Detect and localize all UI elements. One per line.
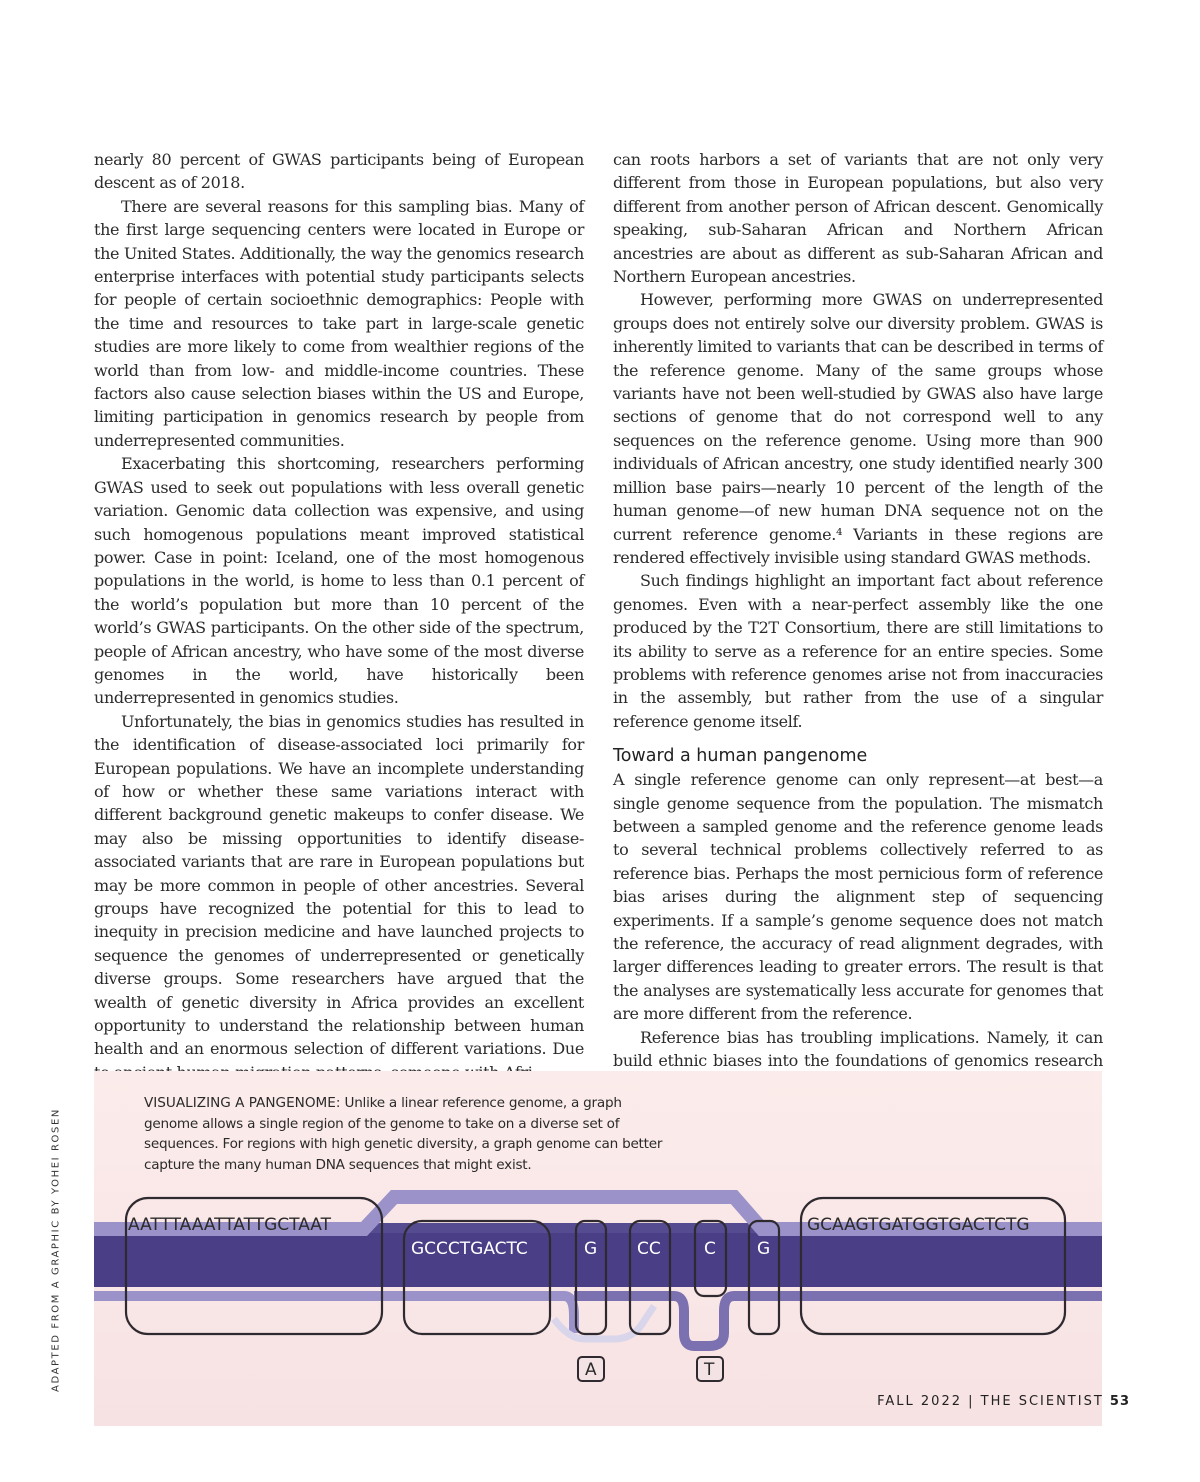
caption-heading: VISUALIZING A PANGENOME: <box>144 1095 341 1111</box>
paragraph: can roots harbors a set of variants that are not only very different from those in European populations, but also very different from another person of African descent. Genomically speaking, sub-Saharan African and Northern African ancestries are about as different as sub-Saharan African and Northern European ancestries. <box>613 150 1103 287</box>
node-right-label: GCAAGTGATGGTGACTCTG <box>807 1215 1030 1235</box>
paragraph: Such findings highlight an important fact about reference genomes. Even with a near-perfect assembly like the one produced by the T2T Consortium, there are still limitations to its ability to serve as a reference for an entire species. Some problems with reference genomes arise not from inaccuracies in the assembly, but rather from the use of a singular reference genome itself. <box>613 571 1103 731</box>
node-c-label: C <box>704 1239 716 1259</box>
issue-label: FALL 2022 | THE SCIENTIST <box>877 1394 1104 1409</box>
lower-path <box>94 1296 574 1333</box>
paragraph: Unfortunately, the bias in genomics studies has resulted in the identification of disease-associated loci primarily for European populations. We have an incomplete understanding of how or whether these same variations interact with different background genetic makeups to confer disease. We may also be missing opportunities to identify disease-associated variants that are rare in European populations but may be more common in people of other ancestries. Several groups have recognized the potential for this to lead to inequity in precision medicine and have launched projects to sequence the genomes of underrepresented or genetically diverse groups. Some researchers have argued that the wealth of genetic diversity in Africa provides an excellent opportunity to understand the relationship between human health and an enormous selection of different variations. Due <box>94 711 584 1059</box>
node-g2-label: G <box>757 1239 771 1259</box>
paragraph: Reference bias has troubling implications. Namely, it can build ethnic biases into the foundations of genomics research <box>613 1027 1103 1071</box>
node-alt-t-label: T <box>704 1360 715 1380</box>
paragraph: nearly 80 percent of GWAS participants being of European descent as of 2018. <box>94 150 584 193</box>
paragraph: There are several reasons for this sampling bias. Many of the first large sequencing centers were located in Europe or the United States. Additionally, the way the genomics research enterprise interfaces with potential study participants selects for people of certain socioethnic demographics: People with the time and resources to take part in large-scale genetic studies are more likely to come from wealthier regions of the world than from low- and middle-income countries. These factors also cause selection biases within the US and Europe, limiting participation in genomics research by people from underrepresented communities. <box>94 196 584 450</box>
paragraph: Exacerbating this shortcoming, researchers performing GWAS used to seek out populations with less overall genetic variation. Genomic data collection was expensive, and using such homogenous populations meant improved statistical power. Case in point: Iceland, one of the most homogenous populations in the world, is home to less than 0.1 percent of the world’s population but more than 10 percent of the world’s GWAS participants. On the other side of the spectrum, people of African ancestry, who have some of the most diverse genomes in the world, have historically been underrepresented in genomics studies. <box>94 454 584 708</box>
page-footer <box>877 1394 1130 1409</box>
pangenome-figure <box>94 1071 1102 1426</box>
paragraph: However, performing more GWAS on underrepresented groups does not entirely solve our diversity problem. GWAS is inherently limited to variants that can be described in terms of the reference genome. Many of the same groups whose variants have not been well-studied by GWAS also have large sections of genome that do not correspond well to any sequences on the reference genome. Using more than 900 individuals of African ancestry, one study identified nearly 300 million base pairs—nearly 10 percent of the length of the human genome—of new human DNA sequence not on the current reference genome.⁴ Variants in these regions are rendered effectively invisible using standard GWAS methods. <box>613 290 1103 567</box>
lower-path-right <box>574 1296 1102 1346</box>
node-alt-a-label: A <box>585 1360 597 1380</box>
figure-credit: ADAPTED FROM A GRAPHIC BY YOHEI ROSEN <box>50 1108 62 1392</box>
node-g1-label: G <box>584 1239 598 1259</box>
caption-body: Unlike a linear reference genome, a graph genome allows a single region of the genome to take on a diverse set of sequences. For regions with high genetic diversity, a graph genome can better capture the many human DNA sequences that might exist. <box>144 1095 663 1173</box>
right-column <box>613 148 1103 1096</box>
paragraph: A single reference genome can only represent—at best—a single genome sequence from the population. The mismatch between a sampled genome and the reference genome leads to several technical problems collectively referred to as reference bias. Perhaps the most pernicious form of reference bias arises during the alignment step of sequencing experiments. If a sample’s genome sequence does not match the reference, the accuracy of read alignment degrades, with larger differences leading to greater errors. The result is that the analyses are systematically less accurate for genomes that are more different from the reference. <box>613 770 1103 1024</box>
page-number: 53 <box>1109 1394 1130 1409</box>
node-cc-label: CC <box>637 1239 661 1259</box>
section-subhead: Toward a human pangenome <box>613 746 868 767</box>
node-mid-label: GCCCTGACTC <box>411 1239 528 1259</box>
node-left-label: AATTTAAATTATTGCTAAT <box>128 1215 331 1235</box>
left-column <box>94 148 584 1084</box>
figure-caption <box>144 1093 664 1175</box>
